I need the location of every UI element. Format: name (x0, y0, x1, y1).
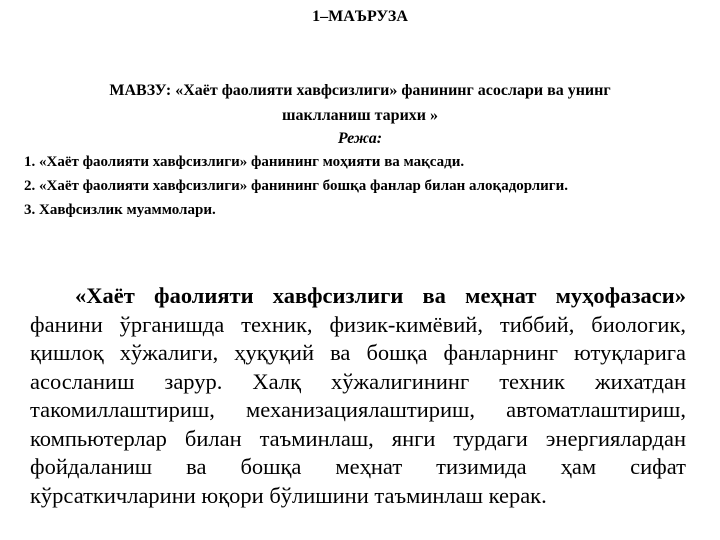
body-line: асосланиш зарур. Халқ хўжалигининг техник жихатдан (30, 368, 686, 394)
body-line: компьютерлар билан таъминлаш, янги турдаги энергиялардан (30, 425, 686, 451)
lecture-title: 1–МАЪРУЗА (312, 8, 408, 25)
plan-item: 1. «Хаёт фаолияти хавфсизлиги» фанининг моҳияти ва мақсади. (24, 154, 465, 170)
body-line: қишлоқ хўжалиги, ҳуқуқий ва бошқа фанларнинг ютуқларига (30, 340, 686, 365)
body-line: такомиллаштириш, механизациялаштириш, автоматлаштириш, (30, 397, 686, 422)
body-lead-line: «Хаёт фаолияти хавфсизлиги ва меҳнат муҳофазаси» (75, 283, 686, 308)
plan-item: 3. Хавфсизлик муаммолари. (24, 202, 216, 218)
topic-heading-continuation: шаклланиш тарихи » (281, 107, 438, 124)
plan-item: 2. «Хаёт фаолияти хавфсизлиги» фанининг бошқа фанлар билан алоқадорлиги. (24, 178, 569, 194)
body-line: кўрсаткичларини юқори бўлишини таъминлаш керак. (30, 482, 547, 508)
topic-heading: МАВЗУ: «Хаёт фаолияти хавфсизлиги» фанининг асослари ва унинг (109, 82, 611, 99)
body-paragraph (30, 282, 686, 510)
plan-heading: Режа: (337, 130, 383, 147)
body-line: фойдаланиш ва бошқа меҳнат тизимида ҳам сифат (30, 454, 686, 479)
body-line: фанини ўрганишда техник, физик-кимёвий, тиббий, биологик, (30, 311, 686, 337)
